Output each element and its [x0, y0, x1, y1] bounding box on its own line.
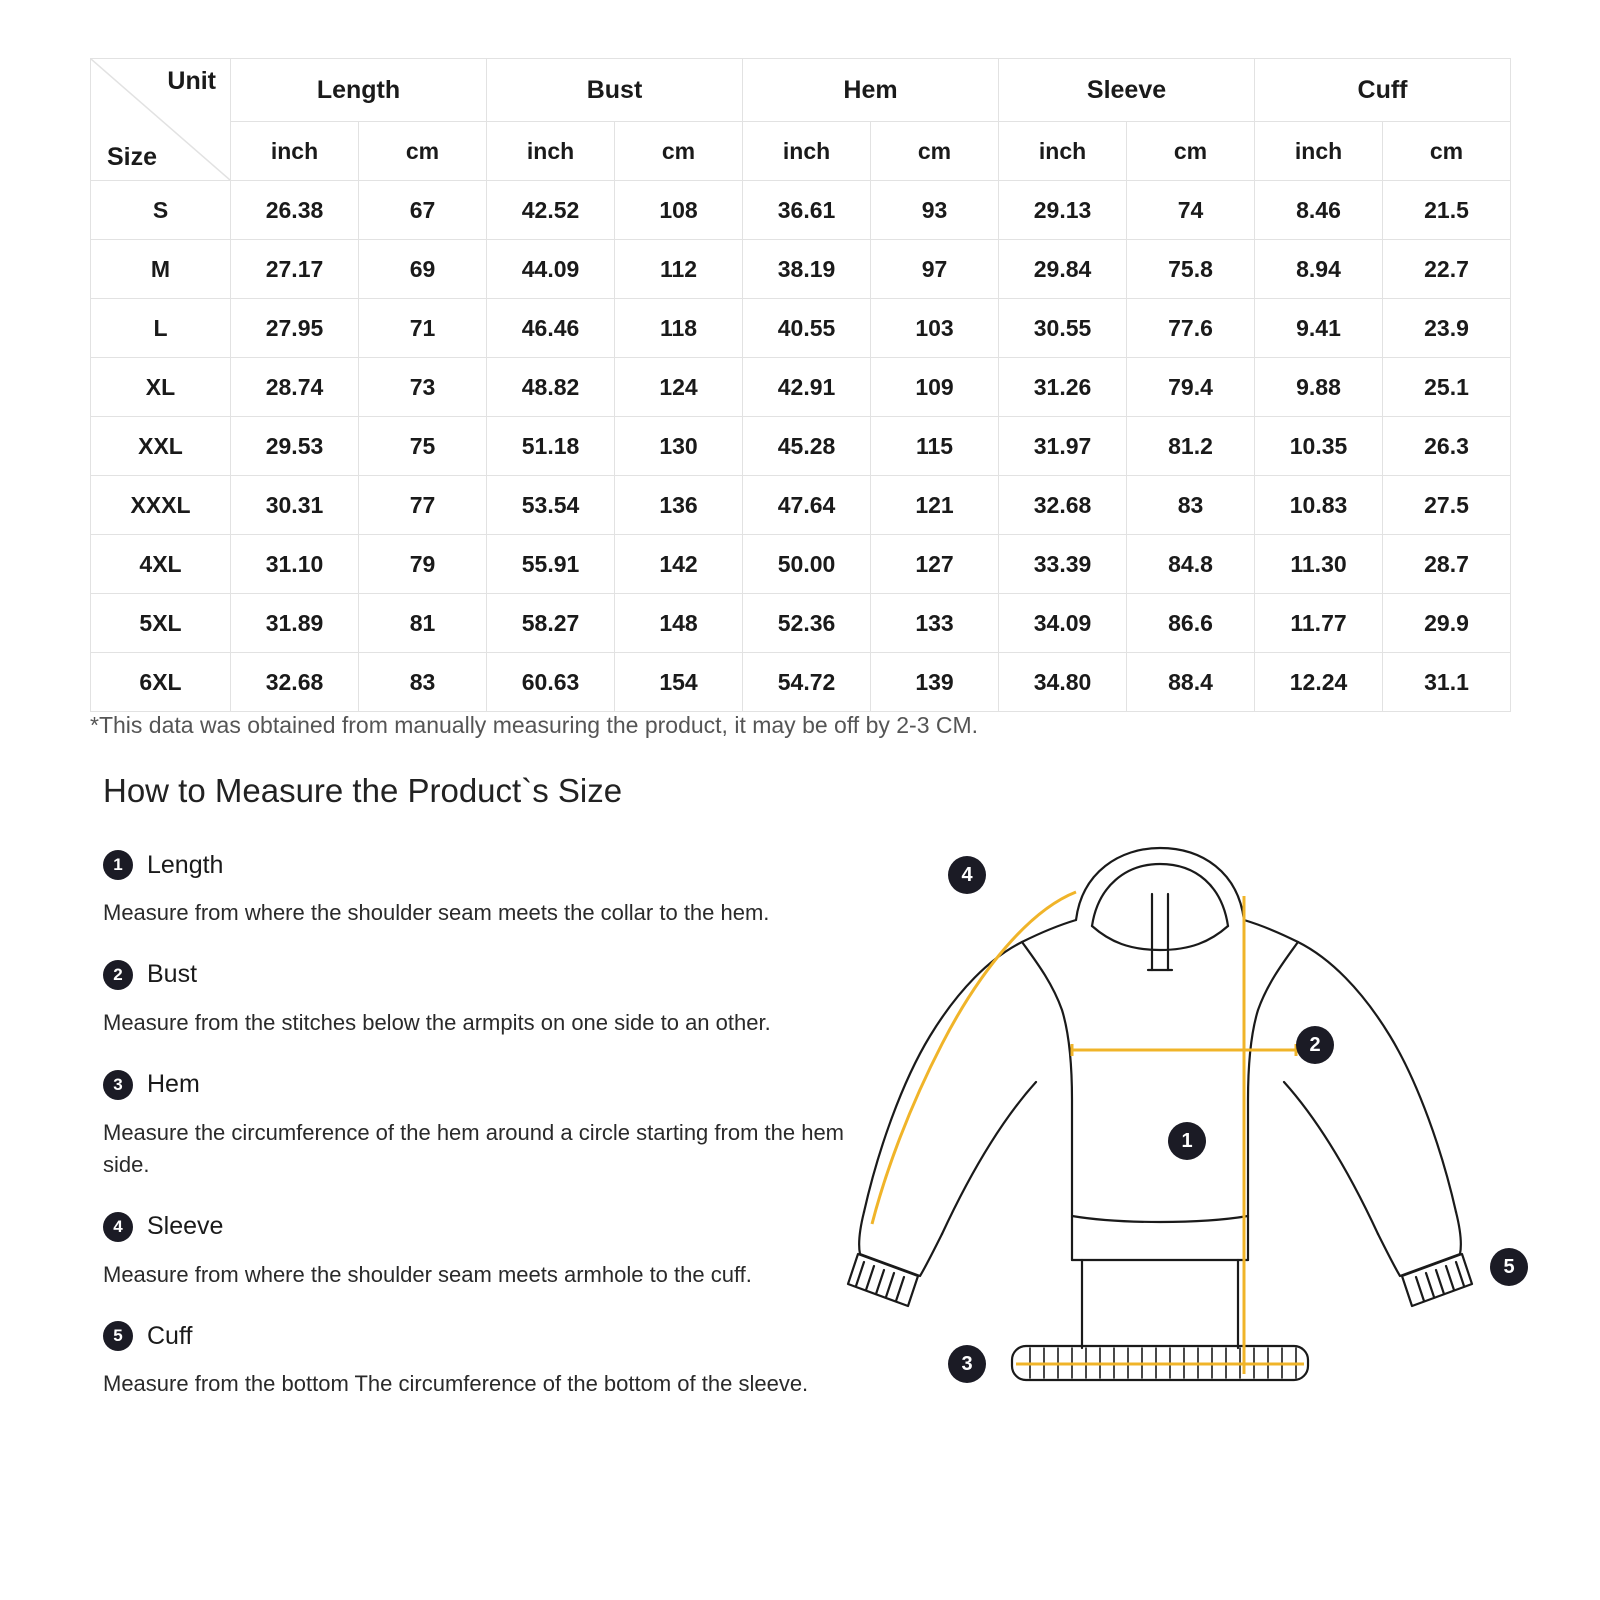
- step-title: Length: [147, 850, 224, 879]
- subheader-cuff-cm: cm: [1383, 122, 1511, 181]
- row-size-label: XXL: [91, 417, 231, 476]
- cell-hem-cm: 109: [871, 358, 999, 417]
- row-size-label: S: [91, 181, 231, 240]
- cell-length-cm: 75: [359, 417, 487, 476]
- marker-5: 5: [1490, 1248, 1528, 1286]
- group-header-cuff: Cuff: [1255, 59, 1511, 122]
- cell-cuff-inch: 11.30: [1255, 535, 1383, 594]
- list-item: [103, 1207, 903, 1291]
- cell-bust-cm: 154: [615, 653, 743, 712]
- cell-bust-cm: 148: [615, 594, 743, 653]
- table-row: [91, 653, 1511, 712]
- step-badge-icon: 1: [103, 850, 133, 880]
- step-header: [103, 845, 903, 885]
- measure-steps-list: [103, 845, 903, 1426]
- cell-bust-cm: 108: [615, 181, 743, 240]
- cell-length-inch: 29.53: [231, 417, 359, 476]
- cell-sleeve-cm: 74: [1127, 181, 1255, 240]
- cell-bust-inch: 53.54: [487, 476, 615, 535]
- cell-length-inch: 30.31: [231, 476, 359, 535]
- cell-length-cm: 83: [359, 653, 487, 712]
- group-header-length: Length: [231, 59, 487, 122]
- cell-hem-cm: 127: [871, 535, 999, 594]
- cell-cuff-inch: 11.77: [1255, 594, 1383, 653]
- cell-hem-inch: 40.55: [743, 299, 871, 358]
- cell-bust-inch: 58.27: [487, 594, 615, 653]
- cell-sleeve-cm: 86.6: [1127, 594, 1255, 653]
- row-size-label: 4XL: [91, 535, 231, 594]
- table-footnote: *This data was obtained from manually measuring the product, it may be off by 2-3 CM.: [90, 712, 979, 738]
- step-header: [103, 1065, 903, 1105]
- table-header: [91, 59, 1511, 181]
- row-size-label: XL: [91, 358, 231, 417]
- step-header: [103, 1316, 903, 1356]
- list-item: [103, 1316, 903, 1400]
- cell-hem-cm: 121: [871, 476, 999, 535]
- cell-length-cm: 77: [359, 476, 487, 535]
- step-header: [103, 955, 903, 995]
- step-title: Bust: [147, 960, 198, 989]
- row-size-label: 6XL: [91, 653, 231, 712]
- cell-cuff-inch: 9.88: [1255, 358, 1383, 417]
- cell-sleeve-cm: 79.4: [1127, 358, 1255, 417]
- cell-length-cm: 69: [359, 240, 487, 299]
- cell-hem-inch: 54.72: [743, 653, 871, 712]
- subheader-bust-cm: cm: [615, 122, 743, 181]
- table-row: [91, 240, 1511, 299]
- cell-bust-inch: 46.46: [487, 299, 615, 358]
- table-body: [91, 181, 1511, 712]
- list-item: [103, 955, 903, 1039]
- cell-bust-inch: 48.82: [487, 358, 615, 417]
- cell-cuff-cm: 31.1: [1383, 653, 1511, 712]
- cell-sleeve-inch: 31.97: [999, 417, 1127, 476]
- cell-hem-inch: 50.00: [743, 535, 871, 594]
- cell-cuff-inch: 10.35: [1255, 417, 1383, 476]
- cell-bust-inch: 42.52: [487, 181, 615, 240]
- cell-bust-cm: 136: [615, 476, 743, 535]
- cell-hem-inch: 52.36: [743, 594, 871, 653]
- cell-length-inch: 26.38: [231, 181, 359, 240]
- cell-cuff-inch: 9.41: [1255, 299, 1383, 358]
- marker-2: 2: [1296, 1026, 1334, 1064]
- cell-hem-cm: 97: [871, 240, 999, 299]
- cell-length-cm: 71: [359, 299, 487, 358]
- cell-length-inch: 27.95: [231, 299, 359, 358]
- table-row: [91, 417, 1511, 476]
- size-table-wrapper: [90, 58, 1510, 712]
- step-title: Sleeve: [147, 1212, 224, 1241]
- cell-sleeve-inch: 34.80: [999, 653, 1127, 712]
- cell-cuff-cm: 27.5: [1383, 476, 1511, 535]
- cell-length-inch: 32.68: [231, 653, 359, 712]
- cell-bust-inch: 60.63: [487, 653, 615, 712]
- cell-cuff-cm: 29.9: [1383, 594, 1511, 653]
- cell-sleeve-cm: 84.8: [1127, 535, 1255, 594]
- row-size-label: L: [91, 299, 231, 358]
- hoodie-diagram: [830, 830, 1570, 1450]
- cell-sleeve-inch: 34.09: [999, 594, 1127, 653]
- table-row: [91, 594, 1511, 653]
- cell-hem-inch: 42.91: [743, 358, 871, 417]
- cell-length-inch: 27.17: [231, 240, 359, 299]
- table-row: [91, 535, 1511, 594]
- cell-hem-cm: 133: [871, 594, 999, 653]
- marker-1: 1: [1168, 1122, 1206, 1160]
- cell-hem-inch: 45.28: [743, 417, 871, 476]
- list-item: [103, 1065, 903, 1181]
- subheader-sleeve-cm: cm: [1127, 122, 1255, 181]
- table-row: [91, 181, 1511, 240]
- cell-cuff-cm: 25.1: [1383, 358, 1511, 417]
- cell-sleeve-cm: 88.4: [1127, 653, 1255, 712]
- step-description: Measure from the bottom The circumference of the bottom of the sleeve.: [103, 1371, 809, 1397]
- cell-bust-inch: 51.18: [487, 417, 615, 476]
- cell-cuff-inch: 8.46: [1255, 181, 1383, 240]
- group-header-sleeve: Sleeve: [999, 59, 1255, 122]
- size-table: [90, 58, 1511, 712]
- table-row: [91, 358, 1511, 417]
- cell-hem-inch: 36.61: [743, 181, 871, 240]
- group-header-bust: Bust: [487, 59, 743, 122]
- cell-cuff-inch: 10.83: [1255, 476, 1383, 535]
- subheader-hem-inch: inch: [743, 122, 871, 181]
- subheader-sleeve-inch: inch: [999, 122, 1127, 181]
- cell-bust-cm: 142: [615, 535, 743, 594]
- marker-4: 4: [948, 856, 986, 894]
- step-title: Cuff: [147, 1321, 193, 1350]
- cell-bust-cm: 130: [615, 417, 743, 476]
- cell-hem-inch: 47.64: [743, 476, 871, 535]
- step-badge-icon: 3: [103, 1070, 133, 1100]
- cell-sleeve-cm: 75.8: [1127, 240, 1255, 299]
- cell-sleeve-inch: 31.26: [999, 358, 1127, 417]
- cell-bust-inch: 55.91: [487, 535, 615, 594]
- step-description: Measure from where the shoulder seam meets the collar to the hem.: [103, 900, 770, 925]
- cell-sleeve-inch: 30.55: [999, 299, 1127, 358]
- cell-hem-inch: 38.19: [743, 240, 871, 299]
- subheader-length-cm: cm: [359, 122, 487, 181]
- cell-cuff-inch: 12.24: [1255, 653, 1383, 712]
- corner-cell: [91, 59, 231, 181]
- group-header-hem: Hem: [743, 59, 999, 122]
- cell-length-cm: 67: [359, 181, 487, 240]
- step-description: Measure the circumference of the hem around a circle starting from the hem side.: [103, 1119, 845, 1177]
- subheader-length-inch: inch: [231, 122, 359, 181]
- row-size-label: XXXL: [91, 476, 231, 535]
- table-row: [91, 476, 1511, 535]
- cell-cuff-cm: 22.7: [1383, 240, 1511, 299]
- row-size-label: M: [91, 240, 231, 299]
- cell-sleeve-inch: 32.68: [999, 476, 1127, 535]
- cell-cuff-cm: 23.9: [1383, 299, 1511, 358]
- step-badge-icon: 4: [103, 1212, 133, 1242]
- subheader-cuff-inch: inch: [1255, 122, 1383, 181]
- step-description: Measure from the stitches below the armpits on one side to an other.: [103, 1009, 771, 1035]
- cell-sleeve-cm: 83: [1127, 476, 1255, 535]
- cell-sleeve-inch: 29.84: [999, 240, 1127, 299]
- row-size-label: 5XL: [91, 594, 231, 653]
- marker-3: 3: [948, 1345, 986, 1383]
- step-badge-icon: 5: [103, 1321, 133, 1351]
- cell-cuff-inch: 8.94: [1255, 240, 1383, 299]
- cell-cuff-cm: 28.7: [1383, 535, 1511, 594]
- cell-length-cm: 73: [359, 358, 487, 417]
- cell-length-cm: 81: [359, 594, 487, 653]
- cell-hem-cm: 115: [871, 417, 999, 476]
- cell-sleeve-inch: 33.39: [999, 535, 1127, 594]
- cell-bust-cm: 118: [615, 299, 743, 358]
- step-badge-icon: 2: [103, 960, 133, 990]
- list-item: [103, 845, 903, 929]
- corner-unit-label: Unit: [167, 67, 216, 95]
- table-subheader-row: [91, 122, 1511, 181]
- cell-length-inch: 31.89: [231, 594, 359, 653]
- cell-bust-cm: 112: [615, 240, 743, 299]
- table-row: [91, 299, 1511, 358]
- table-group-header-row: [91, 59, 1511, 122]
- cell-length-cm: 79: [359, 535, 487, 594]
- cell-sleeve-cm: 77.6: [1127, 299, 1255, 358]
- page-title: How to Measure the Product`s Size: [103, 772, 623, 809]
- cell-hem-cm: 139: [871, 653, 999, 712]
- cell-hem-cm: 93: [871, 181, 999, 240]
- corner-size-label: Size: [107, 143, 158, 171]
- cell-cuff-cm: 26.3: [1383, 417, 1511, 476]
- subheader-bust-inch: inch: [487, 122, 615, 181]
- cell-length-inch: 28.74: [231, 358, 359, 417]
- step-header: [103, 1207, 903, 1247]
- cell-sleeve-cm: 81.2: [1127, 417, 1255, 476]
- cell-hem-cm: 103: [871, 299, 999, 358]
- cell-length-inch: 31.10: [231, 535, 359, 594]
- cell-bust-cm: 124: [615, 358, 743, 417]
- subheader-hem-cm: cm: [871, 122, 999, 181]
- step-description: Measure from where the shoulder seam meets armhole to the cuff.: [103, 1261, 752, 1287]
- cell-sleeve-inch: 29.13: [999, 181, 1127, 240]
- cell-cuff-cm: 21.5: [1383, 181, 1511, 240]
- step-title: Hem: [147, 1070, 200, 1099]
- cell-bust-inch: 44.09: [487, 240, 615, 299]
